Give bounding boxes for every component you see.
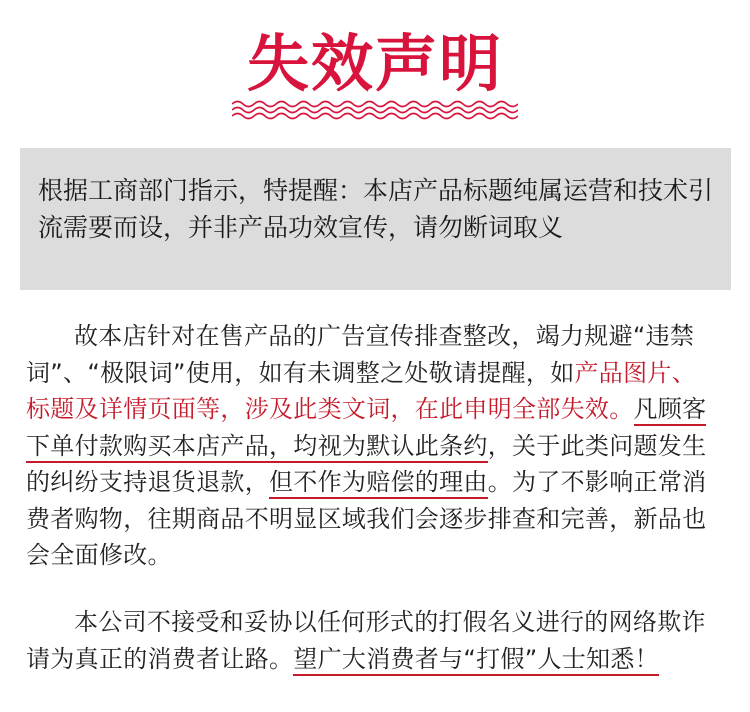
wave-divider xyxy=(232,98,518,122)
page-title: 失效声明 xyxy=(246,27,503,100)
notice-text: 根据工商部门指示，特提醒：本店产品标题纯属运营和技术引流需要而设，并非产品功效宣传，请勿断词取义 xyxy=(38,176,714,242)
anti-fraud-text: 本公司不接受和妥协以任何形式的打假名义进行的网络欺诈请为真正的消费者让路。 xyxy=(26,608,706,673)
statement-text-3: 。为了不影响正常消费者购物，往期商品不明显区域我们会逐步排查和完善，新品也会全面修改。 xyxy=(26,468,707,569)
invalid-declaration-text: 产品图片、标题及详情页面等，涉及此类文词，在此申明全部失效。 xyxy=(26,358,696,423)
no-compensation-underlined-text: 但不作为赔偿的理由 xyxy=(269,468,488,499)
statement-paragraph xyxy=(26,318,716,574)
statement-text-1: 故本店针对在售产品的广告宣传排查整改，竭力规避“违禁词”、“极限词”使用，如有未调整之处敬请提醒，如 xyxy=(26,322,695,387)
statement-text-2: ，关于此类问题发生的纠纷支持退货退款， xyxy=(26,431,707,496)
anti-fraud-paragraph xyxy=(26,604,716,677)
notice-underlined-text: 望广大消费者与“打假”人士知悉！ xyxy=(293,645,659,676)
notice-box xyxy=(20,148,731,290)
agreement-underlined-text: 凡顾客下单付款购买本店产品，均视为默认此条约 xyxy=(26,395,706,463)
